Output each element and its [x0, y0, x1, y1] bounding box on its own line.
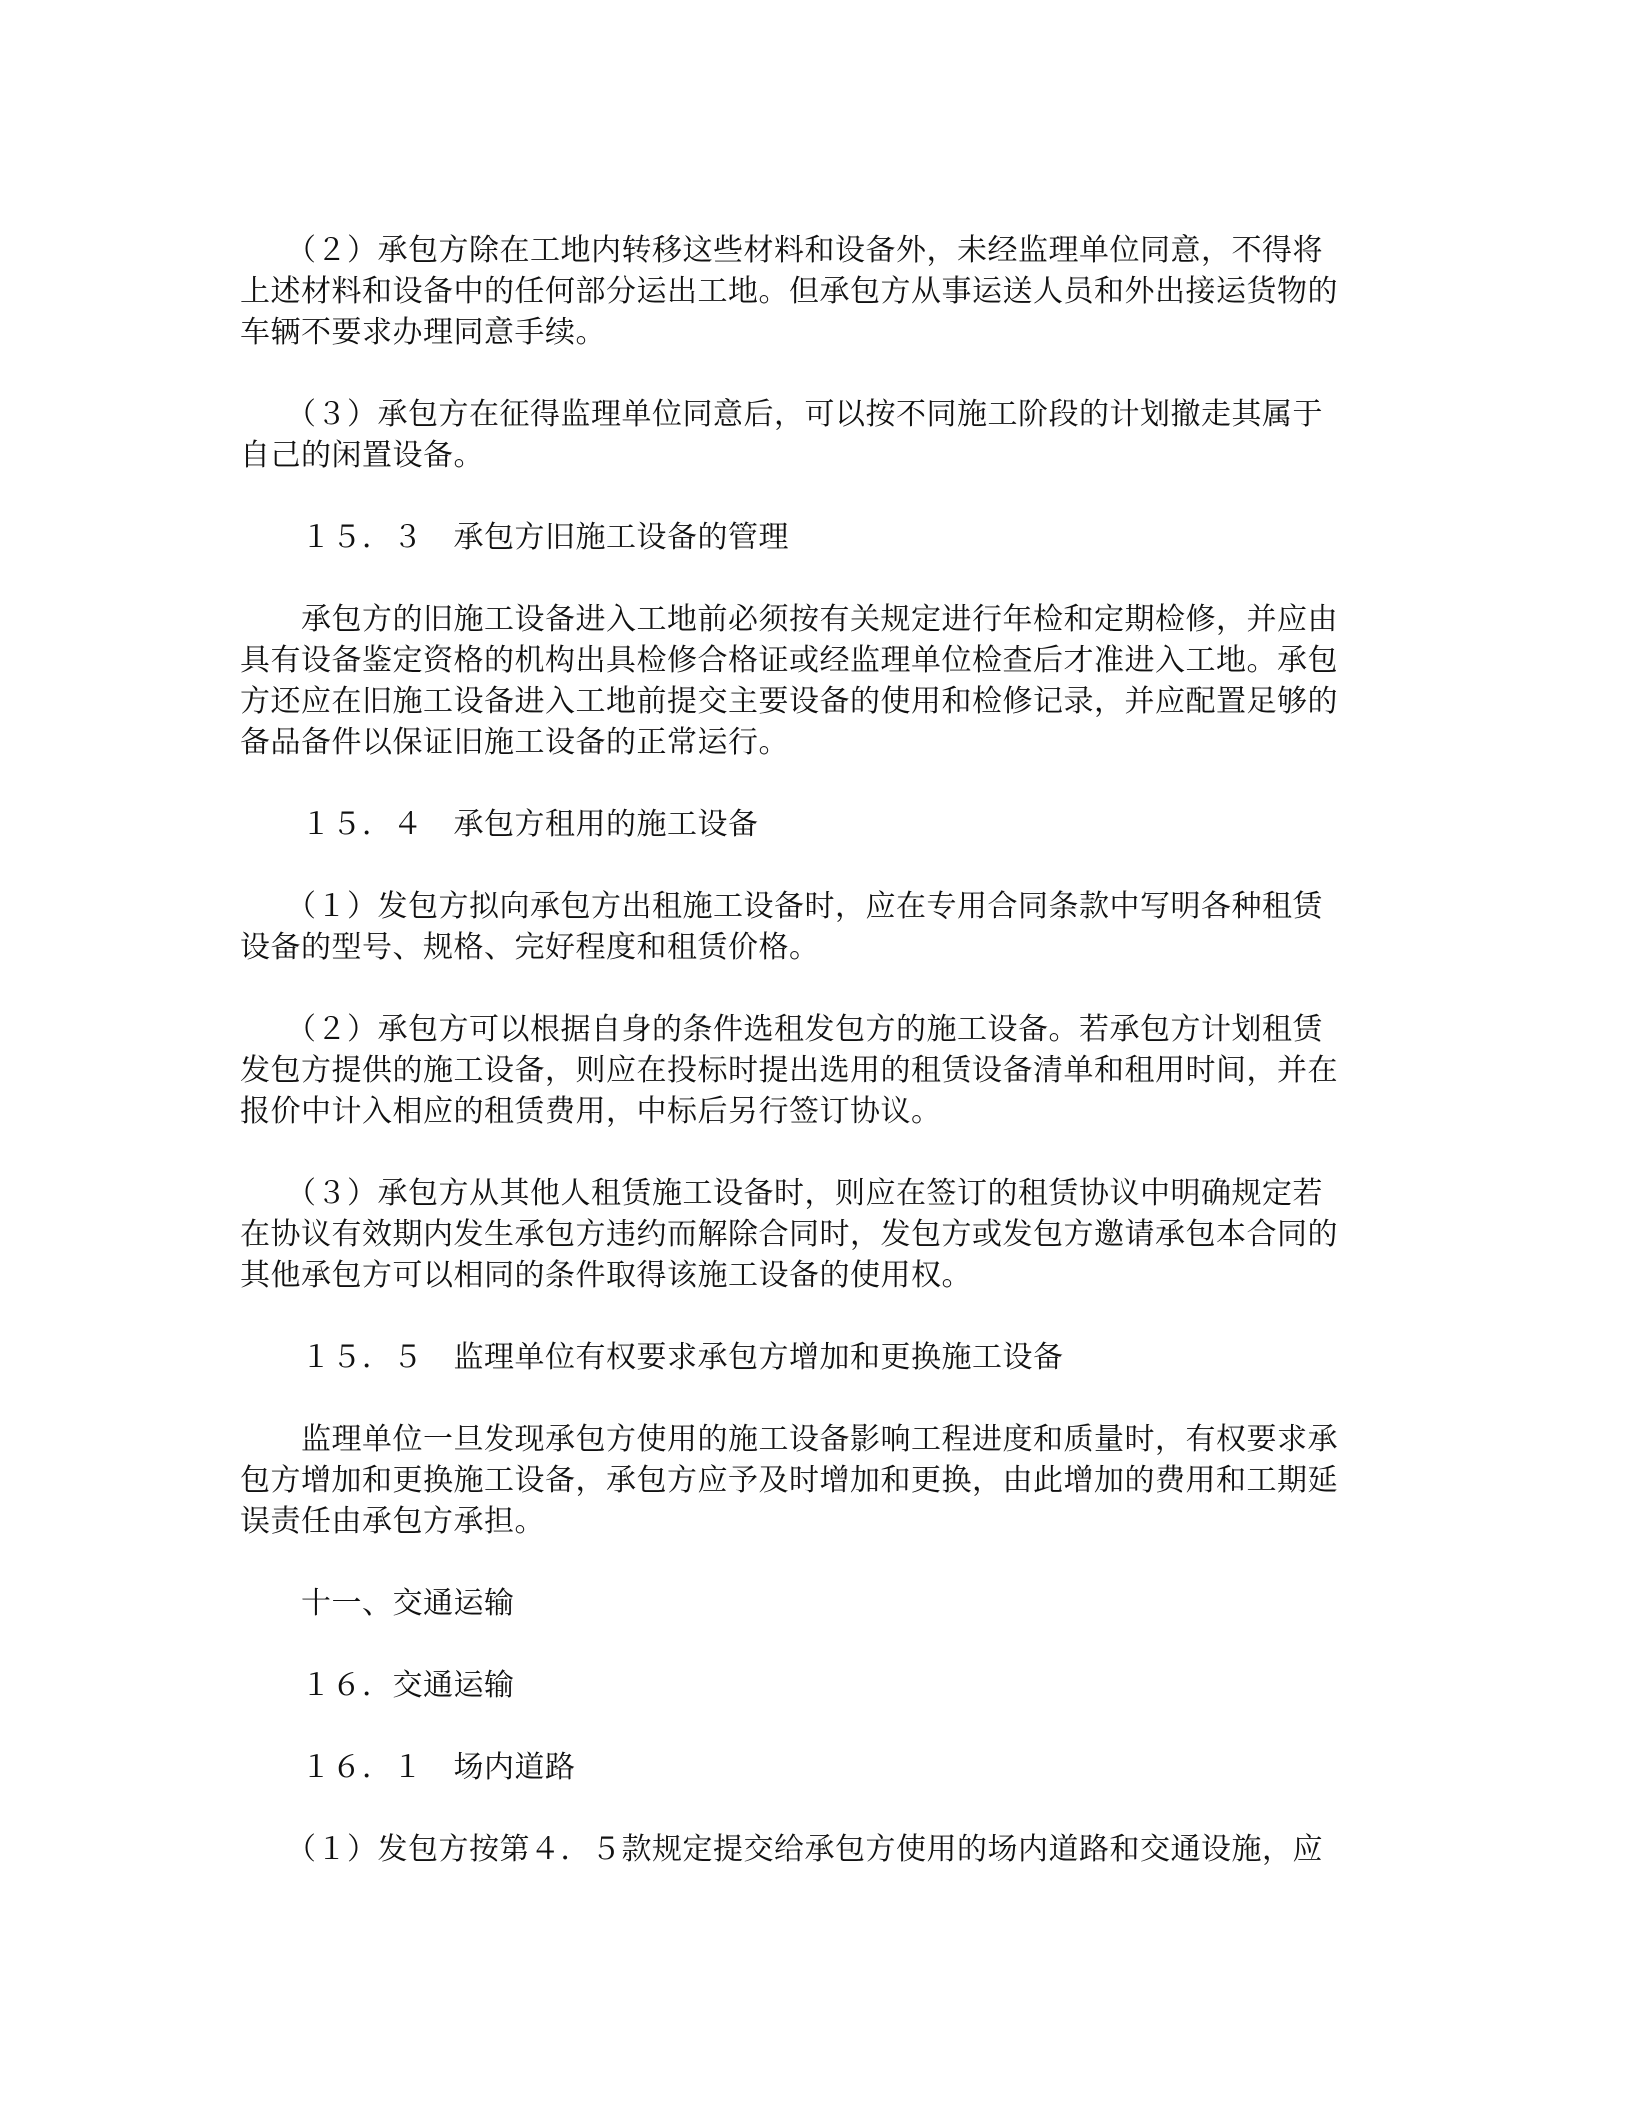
- text-line: 报价中计入相应的租赁费用，中标后另行签订协议。: [240, 1094, 942, 1129]
- text-line: （１）发包方拟向承包方出租施工设备时，应在专用合同条款中写明各种租赁: [240, 889, 1323, 924]
- section-heading: １６．１ 场内道路: [240, 1750, 576, 1785]
- text-line: 包方增加和更换施工设备，承包方应予及时增加和更换，由此增加的费用和工期延: [240, 1463, 1338, 1498]
- text-line: 误责任由承包方承担。: [240, 1504, 545, 1539]
- text-line: 自己的闲置设备。: [240, 438, 484, 473]
- section-heading: １６．交通运输: [240, 1668, 515, 1703]
- text-line: 设备的型号、规格、完好程度和租赁价格。: [240, 930, 820, 965]
- section-heading: １５．５ 监理单位有权要求承包方增加和更换施工设备: [240, 1340, 1064, 1375]
- text-line: 上述材料和设备中的任何部分运出工地。但承包方从事运送人员和外出接运货物的: [240, 274, 1338, 309]
- text-line: 具有设备鉴定资格的机构出具检修合格证或经监理单位检查后才准进入工地。承包: [240, 643, 1338, 678]
- text-line: 发包方提供的施工设备，则应在投标时提出选用的租赁设备清单和租用时间，并在: [240, 1053, 1338, 1088]
- text-line: 车辆不要求办理同意手续。: [240, 315, 606, 350]
- text-line: （１）发包方按第４．５款规定提交给承包方使用的场内道路和交通设施，应: [240, 1832, 1323, 1867]
- text-line: 方还应在旧施工设备进入工地前提交主要设备的使用和检修记录，并应配置足够的: [240, 684, 1338, 719]
- text-line: （２）承包方可以根据自身的条件选租发包方的施工设备。若承包方计划租赁: [240, 1012, 1323, 1047]
- chapter-heading: 十一、交通运输: [240, 1586, 515, 1621]
- text-line: （３）承包方从其他人租赁施工设备时，则应在签订的租赁协议中明确规定若: [240, 1176, 1323, 1211]
- text-line: 在协议有效期内发生承包方违约而解除合同时，发包方或发包方邀请承包本合同的: [240, 1217, 1338, 1252]
- text-line: 监理单位一旦发现承包方使用的施工设备影响工程进度和质量时，有权要求承: [240, 1422, 1338, 1457]
- text-line: 备品备件以保证旧施工设备的正常运行。: [240, 725, 789, 760]
- text-line: （３）承包方在征得监理单位同意后，可以按不同施工阶段的计划撤走其属于: [240, 397, 1323, 432]
- section-heading: １５．４ 承包方租用的施工设备: [240, 807, 759, 842]
- text-line: 承包方的旧施工设备进入工地前必须按有关规定进行年检和定期检修，并应由: [240, 602, 1338, 637]
- text-line: （２）承包方除在工地内转移这些材料和设备外，未经监理单位同意，不得将: [240, 233, 1323, 268]
- text-line: 其他承包方可以相同的条件取得该施工设备的使用权。: [240, 1258, 972, 1293]
- section-heading: １５．３ 承包方旧施工设备的管理: [240, 520, 789, 555]
